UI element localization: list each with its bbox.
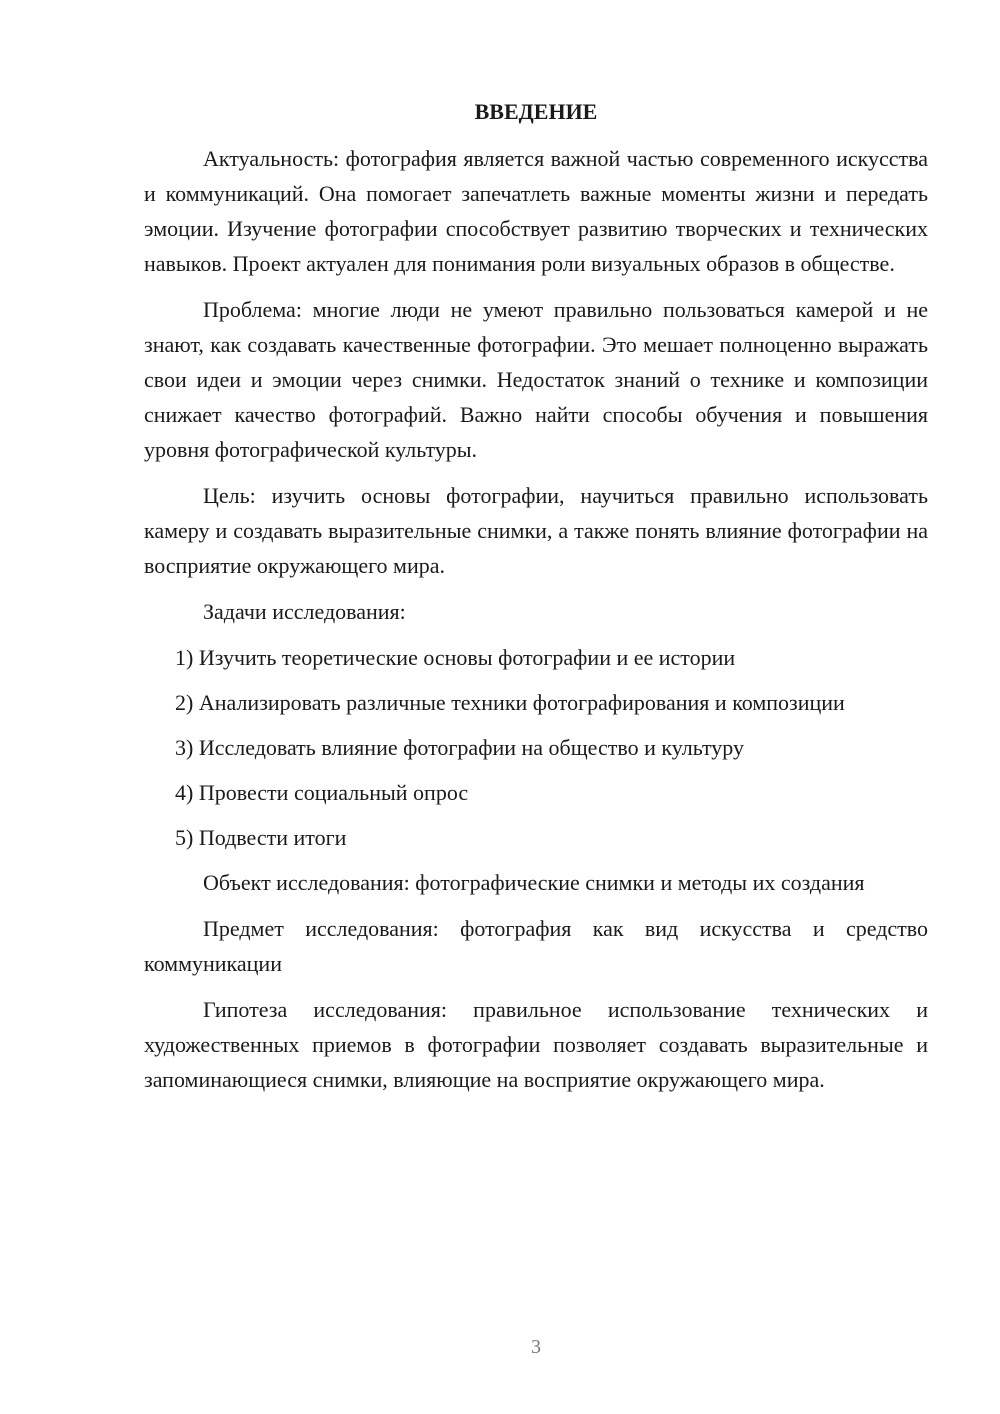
page-title: ВВЕДЕНИЕ (474, 99, 598, 124)
relevance-paragraph: Актуальность: фотография является важной частью современного искусства и коммуникаций. Она помогает запечатлеть важные моменты жизни и передать эмоции. Изучение фотографии способствует развитию творческих и технических навыков. Проект актуален для понимания роли визуальных образов в обществе. (144, 146, 928, 276)
task-item-3: 3) Исследовать влияние фотографии на общество и культуру (175, 735, 744, 760)
task-item-4: 4) Провести социальный опрос (175, 780, 469, 805)
task-item-1: 1) Изучить теоретические основы фотографии и ее истории (175, 645, 736, 670)
page-content (144, 94, 928, 1108)
task-item-5: 5) Подвести итоги (175, 825, 347, 850)
problem-paragraph: Проблема: многие люди не умеют правильно пользоваться камерой и не знают, как создавать качественные фотографии. Это мешает полноценно выражать свои идеи и эмоции через снимки. Недостаток знаний о технике и композиции снижает качество фотографий. Важно найти способы обучения и повышения уровня фотографической культуры. (144, 297, 928, 462)
hypothesis-paragraph: Гипотеза исследования: правильное использование технических и художественных приемов в фотографии позволяет создавать выразительные и запоминающиеся снимки, влияющие на восприятие окружающего мира. (144, 997, 928, 1092)
goal-paragraph: Цель: изучить основы фотографии, научиться правильно использовать камеру и создавать выразительные снимки, а также понять влияние фотографии на восприятие окружающего мира. (144, 483, 928, 578)
page-number: 3 (531, 1336, 541, 1358)
subject-paragraph: Предмет исследования: фотография как вид искусства и средство коммуникации (144, 916, 928, 976)
object-paragraph: Объект исследования: фотографические снимки и методы их создания (203, 870, 865, 895)
task-item-2: 2) Анализировать различные техники фотографирования и композиции (175, 690, 845, 715)
tasks-list (144, 640, 928, 855)
tasks-heading: Задачи исследования: (203, 599, 406, 624)
